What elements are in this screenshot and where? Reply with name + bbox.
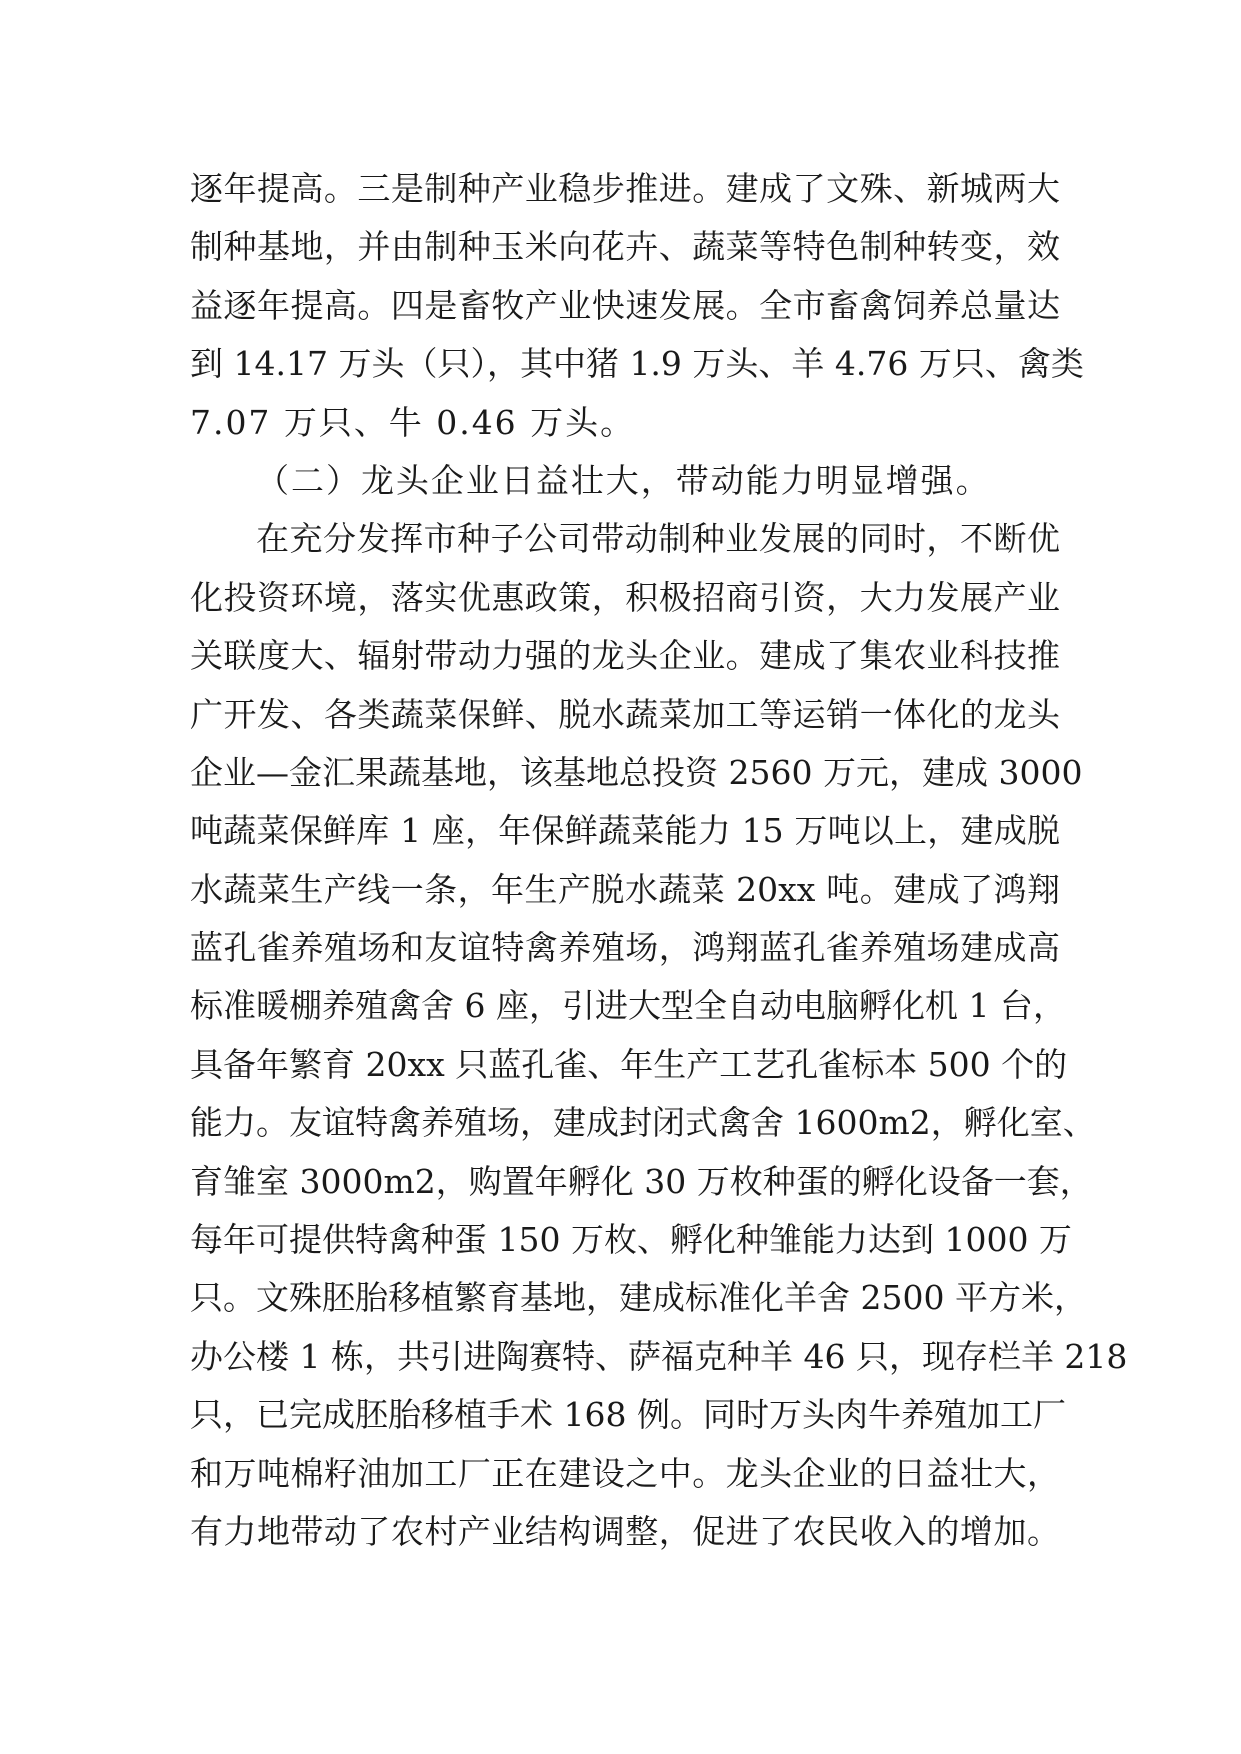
text-line: 标准暖棚养殖禽舍 6 座，引进大型全自动电脑孵化机 1 台，: [190, 986, 1066, 1026]
text-line: 7.07 万只、牛 0.46 万头。: [190, 402, 636, 442]
text-line: 育雏室 3000m2，购置年孵化 30 万枚种蛋的孵化设备一套，: [190, 1161, 1093, 1201]
text-line: 每年可提供特禽种蛋 150 万枚、孵化种雏能力达到 1000 万: [190, 1220, 1072, 1260]
text-line: 只。文殊胚胎移植繁育基地，建成标准化羊舍 2500 平方米，: [190, 1278, 1087, 1318]
text-line: 化投资环境，落实优惠政策，积极招商引资，大力发展产业: [190, 577, 1060, 617]
text-line: 到 14.17 万头（只），其中猪 1.9 万头、羊 4.76 万只、禽类: [190, 344, 1084, 384]
text-line: 企业—金汇果蔬基地，该基地总投资 2560 万元，建成 3000: [190, 752, 1083, 792]
text-line: 水蔬菜生产线一条，年生产脱水蔬菜 20xx 吨。建成了鸿翔: [190, 869, 1060, 909]
text-line: 制种基地，并由制种玉米向花卉、蔬菜等特色制种转变，效: [190, 227, 1060, 267]
text-line: 办公楼 1 栋，共引进陶赛特、萨福克种羊 46 只，现存栏羊 218: [190, 1336, 1128, 1376]
text-line: 益逐年提高。四是畜牧产业快速发展。全市畜禽饲养总量达: [190, 285, 1060, 325]
text-line: 关联度大、辐射带动力强的龙头企业。建成了集农业科技推: [190, 636, 1060, 676]
text-line: 具备年繁育 20xx 只蓝孔雀、年生产工艺孔雀标本 500 个的: [190, 1044, 1068, 1084]
text-line: 只，已完成胚胎移植手术 168 例。同时万头肉牛养殖加工厂: [190, 1395, 1066, 1435]
text-line: 蓝孔雀养殖场和友谊特禽养殖场，鸿翔蓝孔雀养殖场建成高: [190, 928, 1060, 968]
text-line: 吨蔬菜保鲜库 1 座，年保鲜蔬菜能力 15 万吨以上，建成脱: [190, 811, 1060, 851]
text-line: 和万吨棉籽油加工厂正在建设之中。龙头企业的日益壮大，: [190, 1453, 1060, 1493]
text-line: 在充分发挥市种子公司带动制种业发展的同时，不断优: [256, 519, 1060, 559]
body-text: [190, 160, 1128, 1561]
section-heading: （二）龙头企业日益壮大，带动能力明显增强。: [256, 460, 991, 500]
text-line: 有力地带动了农村产业结构调整，促进了农民收入的增加。: [190, 1511, 1060, 1551]
text-line: 广开发、各类蔬菜保鲜、脱水蔬菜加工等运销一体化的龙头: [190, 694, 1060, 734]
text-line: 逐年提高。三是制种产业稳步推进。建成了文殊、新城两大: [190, 169, 1060, 208]
text-line: 能力。友谊特禽养殖场，建成封闭式禽舍 1600m2，孵化室、: [190, 1103, 1096, 1143]
